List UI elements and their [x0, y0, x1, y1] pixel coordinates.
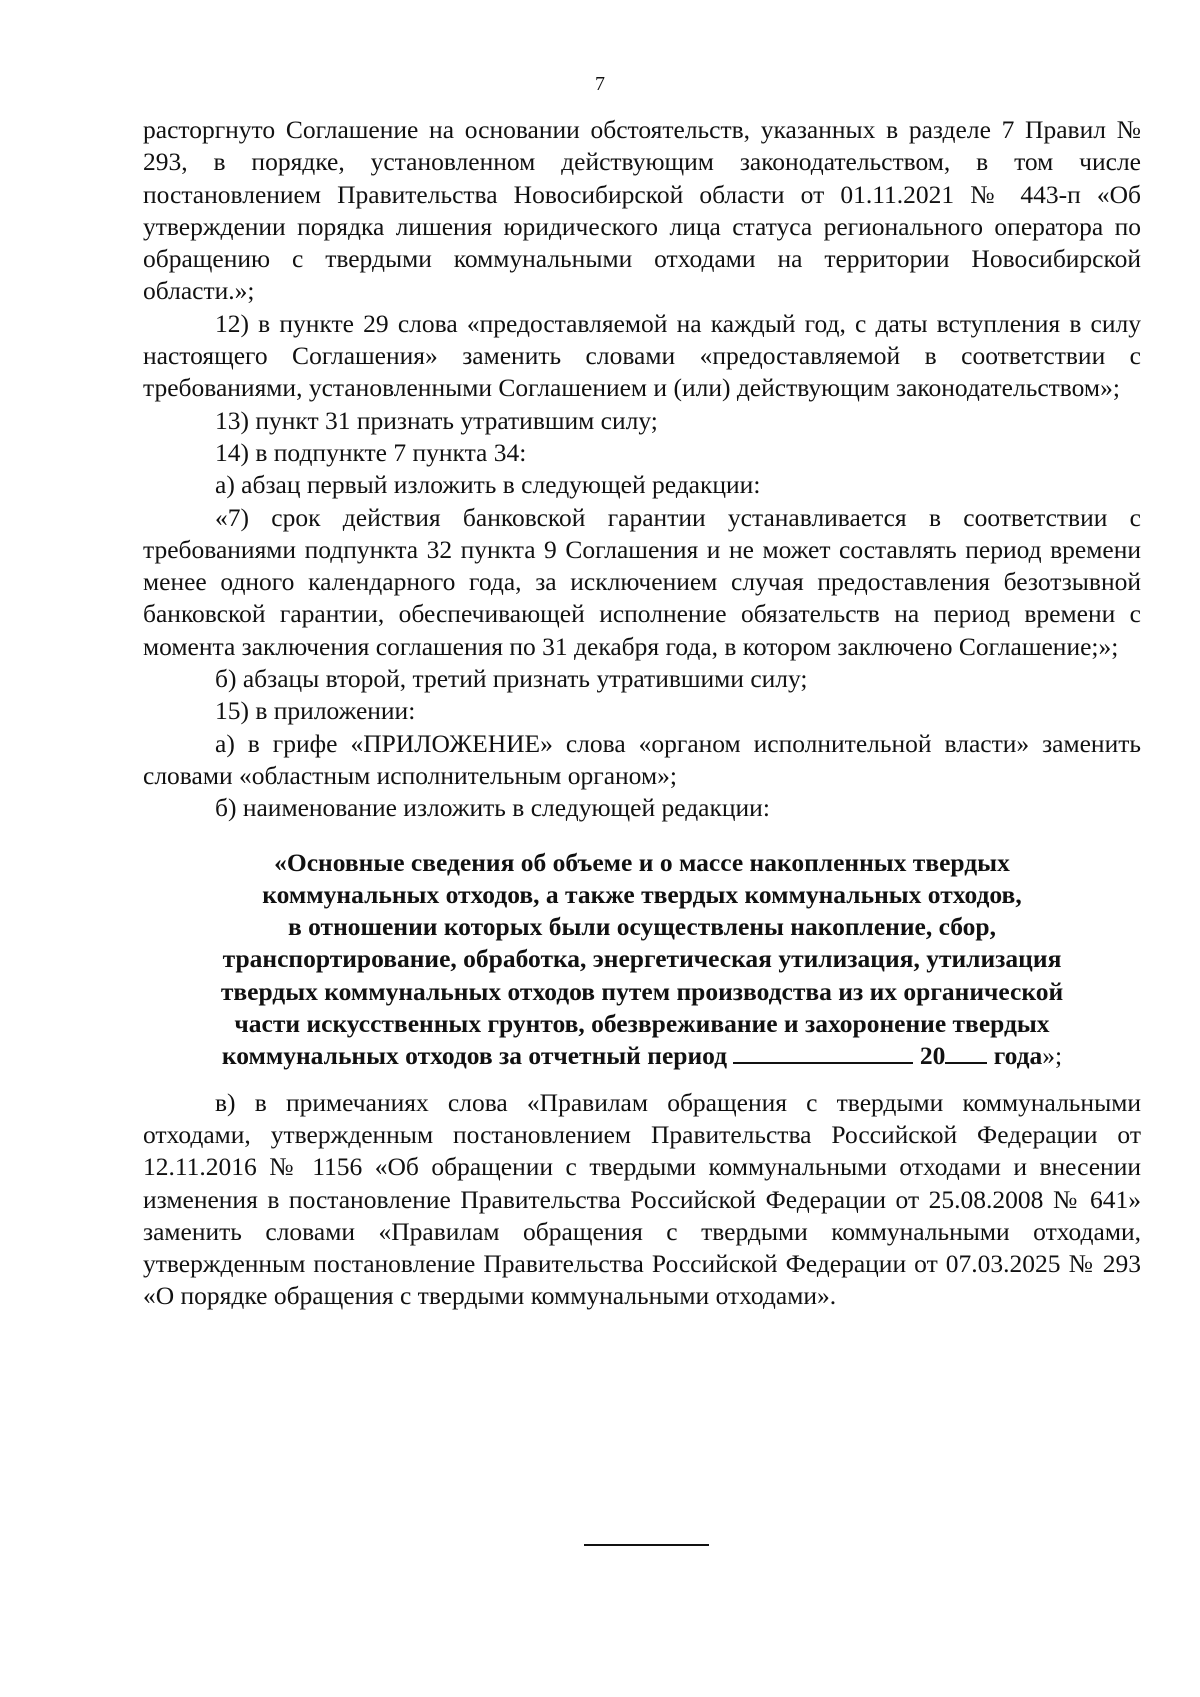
- paragraph: 14) в подпункте 7 пункта 34:: [215, 437, 527, 467]
- page-number: 7: [595, 73, 605, 95]
- appendix-title-line: в отношении которых были осуществлены накопление, сбор,: [288, 912, 996, 942]
- paragraph: 12) в пункте 29 слова «предоставляемой на каждый год, с даты вступления в силу настоящего Соглашения» заменить словами «предоставляемой в соответствии с требованиями, установленными Соглашением и (или) действующим законодательством»;: [143, 308, 1141, 403]
- paragraph: 13) пункт 31 признать утратившим силу;: [215, 405, 658, 435]
- paragraph: а) абзац первый изложить в следующей редакции:: [215, 470, 761, 500]
- appendix-title-line: транспортирование, обработка, энергетическая утилизация, утилизация: [222, 944, 1062, 974]
- appendix-title: [143, 847, 1141, 1073]
- period-blank: [733, 1040, 913, 1064]
- appendix-title-line: твердых коммунальных отходов путем производства из их органической: [220, 976, 1064, 1006]
- appendix-title-line: коммунальных отходов, а также твердых коммунальных отходов,: [262, 879, 1022, 909]
- paragraphs-before: [143, 114, 1141, 825]
- end-of-text-rule: [584, 1544, 709, 1546]
- paragraph: в) в примечаниях слова «Правилам обращения с твердыми коммунальными отходами, утвержденным постановлением Правительства Российской Федерации от 12.11.2016 № 1156 «Об обращении с твердыми коммунальными отходами и внесении изменения в постановление Правительства Российской Федерации от 25.08.2008 № 641» заменить словами «Правилам обращения с твердыми коммунальными отходами, утвержденным постановление Правительства Российской Федерации от 07.03.2025 № 293 «О порядке обращения с твердыми коммунальными отходами».: [143, 1087, 1141, 1311]
- closing-quote: »;: [1042, 1041, 1063, 1071]
- paragraph: расторгнуто Соглашение на основании обстоятельств, указанных в разделе 7 Правил № 293, в порядке, установленном действующим законодательством, в том числе постановлением Правительства Новосибирской области от 01.11.2021 № 443-п «Об утверждении порядка лишения юридического лица статуса регионального оператора по обращению с твердыми коммунальными отходами на территории Новосибирской области.»;: [143, 115, 1141, 306]
- paragraph: а) в грифе «ПРИЛОЖЕНИЕ» слова «органом исполнительной власти» заменить словами «областным исполнительным органом»;: [143, 728, 1141, 790]
- appendix-title-line: «Основные сведения об объеме и о массе накопленных твердых: [274, 847, 1010, 877]
- year-word: года: [993, 1041, 1043, 1071]
- year-blank: [945, 1040, 987, 1064]
- document-body: [143, 114, 1141, 1313]
- paragraphs-after: [143, 1087, 1141, 1313]
- year-prefix: 20: [919, 1041, 946, 1071]
- paragraph: б) абзацы второй, третий признать утратившими силу;: [215, 664, 808, 694]
- paragraph: 15) в приложении:: [215, 696, 416, 726]
- reporting-period-label: коммунальных отходов за отчетный период: [221, 1041, 728, 1071]
- appendix-title-line: части искусственных грунтов, обезвреживание и захоронение твердых: [234, 1009, 1050, 1039]
- appendix-title-last-line: [143, 1040, 1141, 1072]
- paragraph: «7) срок действия банковской гарантии устанавливается в соответствии с требованиями подпункта 32 пункта 9 Соглашения и не может составлять период времени менее одного календарного года, за исключением случая предоставления безотзывной банковской гарантии, обеспечивающей исполнение обязательств на период времени с момента заключения соглашения по 31 декабря года, в котором заключено Соглашение;»;: [143, 502, 1141, 661]
- paragraph: б) наименование изложить в следующей редакции:: [215, 793, 770, 823]
